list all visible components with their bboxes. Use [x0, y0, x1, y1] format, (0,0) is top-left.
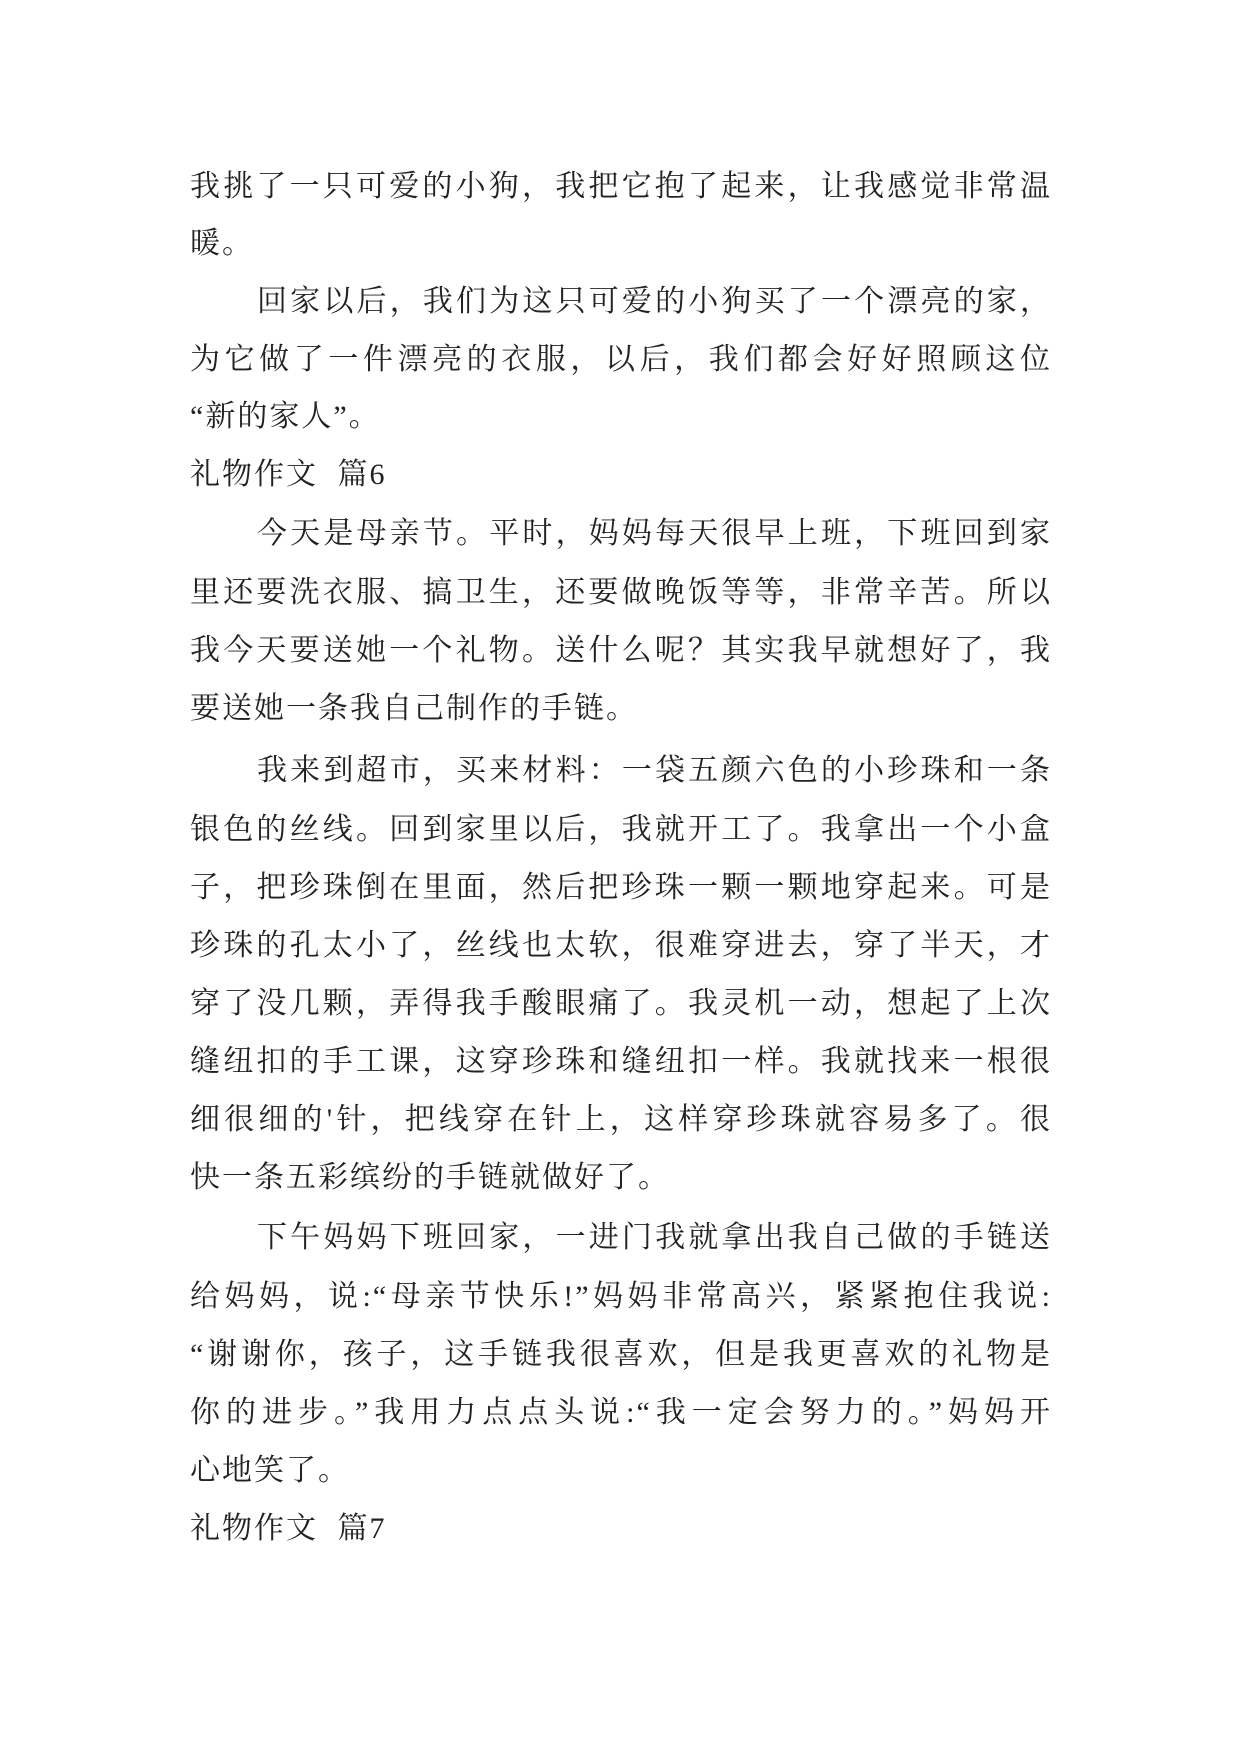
paragraph-line: 给妈妈，说:“母亲节快乐!”妈妈非常高兴，紧紧抱住我说:	[190, 1280, 1052, 1313]
paragraph-line: 缝纽扣的手工课，这穿珍珠和缝纽扣一样。我就找来一根很	[190, 1045, 1052, 1078]
paragraph-line: 我挑了一只可爱的小狗，我把它抱了起来，让我感觉非常温	[190, 170, 1052, 203]
paragraph-line: “新的家人”。	[190, 400, 381, 433]
paragraph-line: 细很细的'针，把线穿在针上，这样穿珍珠就容易多了。很	[190, 1103, 1052, 1136]
paragraph-line: 里还要洗衣服、搞卫生，还要做晚饭等等，非常辛苦。所以	[190, 576, 1052, 609]
paragraph-line: “谢谢你，孩子，这手链我很喜欢，但是我更喜欢的礼物是	[190, 1338, 1052, 1371]
paragraph-line: 暖。	[190, 227, 254, 260]
paragraph-line: 要送她一条我自己制作的手链。	[190, 692, 638, 725]
section-heading: 礼物作文 篇7	[190, 1512, 387, 1545]
paragraph-line: 珍珠的孔太小了，丝线也太软，很难穿进去，穿了半天，才	[190, 929, 1052, 962]
paragraph-line: 下午妈妈下班回家，一进门我就拿出我自己做的手链送	[257, 1221, 1052, 1254]
paragraph-line: 今天是母亲节。平时，妈妈每天很早上班，下班回到家	[257, 517, 1052, 550]
section-heading: 礼物作文 篇6	[190, 458, 387, 491]
paragraph-line: 回家以后，我们为这只可爱的小狗买了一个漂亮的家，	[257, 285, 1052, 318]
paragraph-line: 我今天要送她一个礼物。送什么呢？其实我早就想好了，我	[190, 634, 1052, 667]
paragraph-line: 你的进步。”我用力点点头说:“我一定会努力的。”妈妈开	[190, 1396, 1052, 1429]
paragraph-line: 子，把珍珠倒在里面，然后把珍珠一颗一颗地穿起来。可是	[190, 871, 1052, 904]
paragraph-line: 我来到超市，买来材料：一袋五颜六色的小珍珠和一条	[257, 754, 1052, 787]
paragraph-line: 快一条五彩缤纷的手链就做好了。	[190, 1161, 670, 1194]
paragraph-line: 穿了没几颗，弄得我手酸眼痛了。我灵机一动，想起了上次	[190, 987, 1052, 1020]
paragraph-line: 心地笑了。	[190, 1454, 350, 1487]
paragraph-line: 为它做了一件漂亮的衣服，以后，我们都会好好照顾这位	[190, 343, 1052, 376]
paragraph-line: 银色的丝线。回到家里以后，我就开工了。我拿出一个小盒	[190, 813, 1052, 846]
